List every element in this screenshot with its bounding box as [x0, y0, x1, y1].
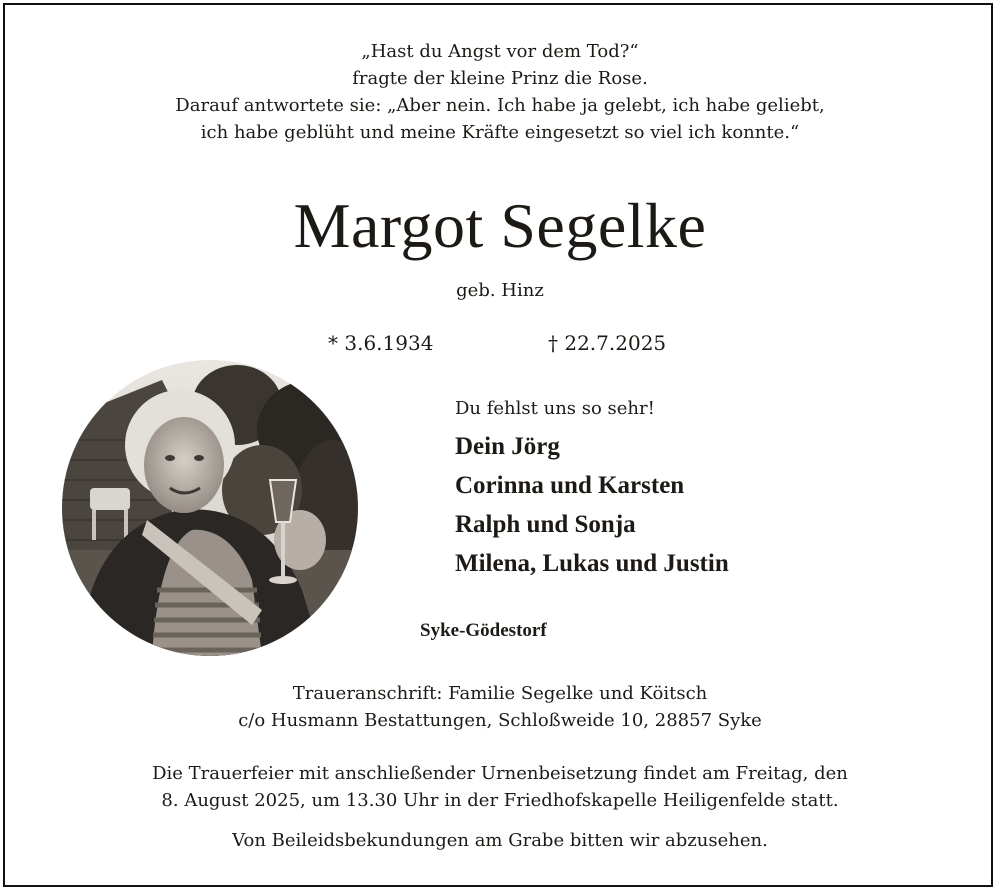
- portrait-illustration: [62, 360, 358, 656]
- quote-line: Darauf antwortete sie: „Aber nein. Ich habe ja gelebt, ich habe geliebt,: [175, 95, 825, 116]
- mourner-name: Corinna und Karsten: [455, 472, 685, 499]
- quote-line: fragte der kleine Prinz die Rose.: [352, 68, 648, 89]
- service-line: Die Trauerfeier mit anschließender Urnenbeisetzung findet am Freitag, den: [152, 763, 848, 784]
- mourners-intro: Du fehlst uns so sehr!: [455, 398, 655, 419]
- maiden-name: geb. Hinz: [456, 280, 544, 301]
- closing-note: Von Beileidsbekundungen am Grabe bitten wir abzusehen.: [232, 830, 768, 851]
- mourner-name: Dein Jörg: [455, 433, 560, 460]
- address-line: c/o Husmann Bestattungen, Schloßweide 10, 28857 Syke: [238, 710, 762, 731]
- portrait-photo: [62, 360, 358, 656]
- death-date: † 22.7.2025: [548, 331, 667, 355]
- service-line: 8. August 2025, um 13.30 Uhr in der Friedhofskapelle Heiligenfelde statt.: [161, 790, 839, 811]
- birth-date: * 3.6.1934: [328, 331, 434, 355]
- quote-block: [0, 38, 1000, 146]
- mourning-address: [0, 680, 1000, 734]
- place-name: Syke-Gödestorf: [420, 620, 547, 641]
- mourner-name: Milena, Lukas und Justin: [455, 550, 729, 577]
- quote-line: „Hast du Angst vor dem Tod?“: [361, 41, 639, 62]
- quote-line: ich habe geblüht und meine Kräfte eingesetzt so viel ich konnte.“: [200, 122, 800, 143]
- deceased-name: Margot Segelke: [293, 190, 707, 261]
- mourner-name: Ralph und Sonja: [455, 511, 636, 538]
- address-line: Traueranschrift: Familie Segelke und Köitsch: [292, 683, 708, 704]
- funeral-service-info: [0, 760, 1000, 814]
